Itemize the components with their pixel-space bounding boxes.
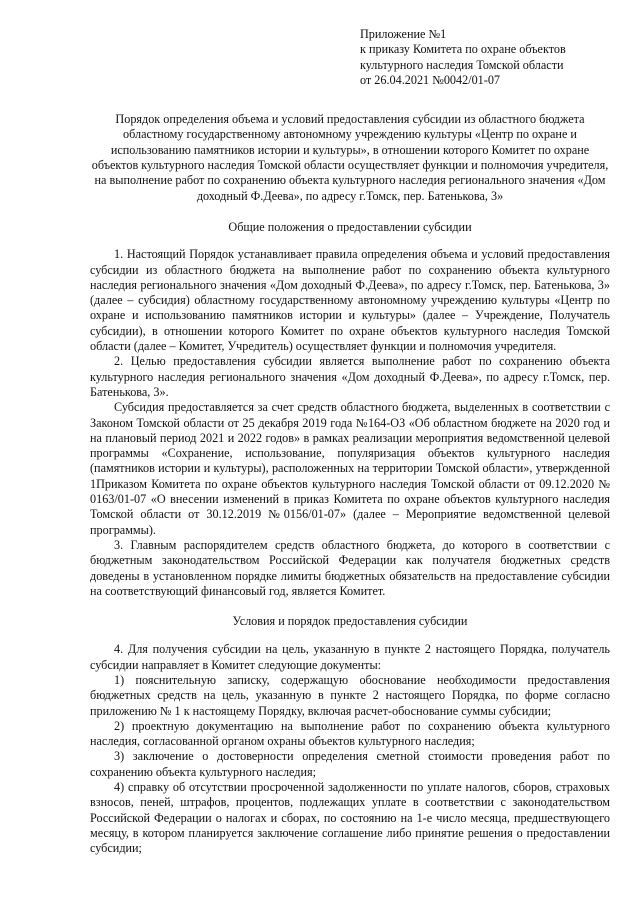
section-heading-conditions: Условия и порядок предоставления субсидии [232,614,468,629]
list-item: 4) справку об отсутствии просроченной задолженности по уплате налогов, сборов, страховых взносов, пеней, штрафов, процентов, подлежащих уплате в соответствии с законодательством Российской Федерации о налогах и сборах, по состоянию на 1-е число месяца, предшествующего месяцу, в котором планируется заключение соглашение либо принятие решения о предоставлении субсидии; [90,780,610,856]
paragraph-3: 3. Главным распорядителем средств областного бюджета, до которого в соответствии с бюджетным законодательством Российской Федерации как получателя бюджетных средств доведены в установленном порядке лимиты бюджетных обязательств на предоставление субсидии на соответствующий финансовый год, является Комитет. [90,537,610,598]
paragraph-2: 2. Целью предоставления субсидии является выполнение работ по сохранению объекта культурного наследия регионального значения «Дом доходный Ф.Деева», по адресу г.Томск, пер. Батенькова, 3». [90,354,610,399]
appendix-number: Приложение №1 [360,27,447,41]
appendix-block [360,27,610,88]
list-item: 3) заключение о достоверности определения сметной стоимости проведения работ по сохранению объекта культурного наследия; [90,749,610,779]
paragraph-1: 1. Настоящий Порядок устанавливает правила определения объема и условий предоставления субсидии из областного бюджета на выполнение работ по сохранению объекта культурного наследия регионального значения «Дом доходный Ф.Деева», по адресу г.Томск, пер. Батенькова, 3» (далее – субсидия) областному государственному автономному учреждению культуры «Центр по охране и использованию памятников истории и культуры» (далее – Учреждение, Получатель субсидии), в отношении которого Комитет по охране объектов культурного наследия Томской области (далее – Комитет, Учредитель) осуществляет функции и полномочия учредителя. [90,247,610,354]
section-heading-general: Общие положения о предоставлении субсидии [228,219,472,234]
list-item: 1) пояснительную записку, содержащую обоснование необходимости предоставления бюджетных средств на цель, указанную в пункте 2 настоящего Порядка, по форме согласно приложению № 1 к настоящему Порядку, включая расчет-обоснование суммы субсидии; [90,672,610,718]
appendix-order-ref-cont: культурного наследия Томской области [360,57,564,72]
list-item: 2) проектную документацию на выполнение работ по сохранению объекта культурного наследия, согласованной органом охраны объектов культурного наследия; [90,718,610,749]
document-title: Порядок определения объема и условий предоставления субсидии из областного бюджета областному государственному автономному учреждению культуры «Центр по охране и использованию памятников истории и культуры», в отношении которого Комитет по охране объектов культурного наследия Томской области осуществляет функции и полномочия учредителя, на выполнение работ по сохранению объекта культурного наследия регионального значения «Дом доходный Ф.Деева», по адресу г.Томск, пер. Батенькова, 3» [91,112,609,203]
paragraph-4: 4. Для получения субсидии на цель, указанную в пункте 2 настоящего Порядка, получатель субсидии направляет в Комитет следующие документы: [90,642,610,672]
appendix-order-ref: к приказу Комитета по охране объектов [360,42,566,57]
documents-list [90,673,610,857]
paragraph-subsidy-source: Субсидия предоставляется за счет средств областного бюджета, выделенных в соответствии с Законом Томской области от 25 декабря 2019 года №164-ОЗ «Об областном бюджете на 2020 год и на плановый период 2021 и 2022 годов» в рамках реализации мероприятия ведомственной целевой программы «Сохранение, использование, популяризация объектов культурного наследия (памятников истории и культуры), расположенных на территории Томской области», утвержденной 1Приказом Комитета по охране объектов культурного наследия Томской области от 09.12.2020 № 0163/01-07 «О внесении изменений в приказ Комитета по охране объектов культурного наследия Томской области от 30.12.2019 №0156/01-07» (далее – Мероприятие ведомственной целевой программы). [90,400,610,537]
appendix-order-date: от 26.04.2021 №0042/01-07 [360,72,501,87]
